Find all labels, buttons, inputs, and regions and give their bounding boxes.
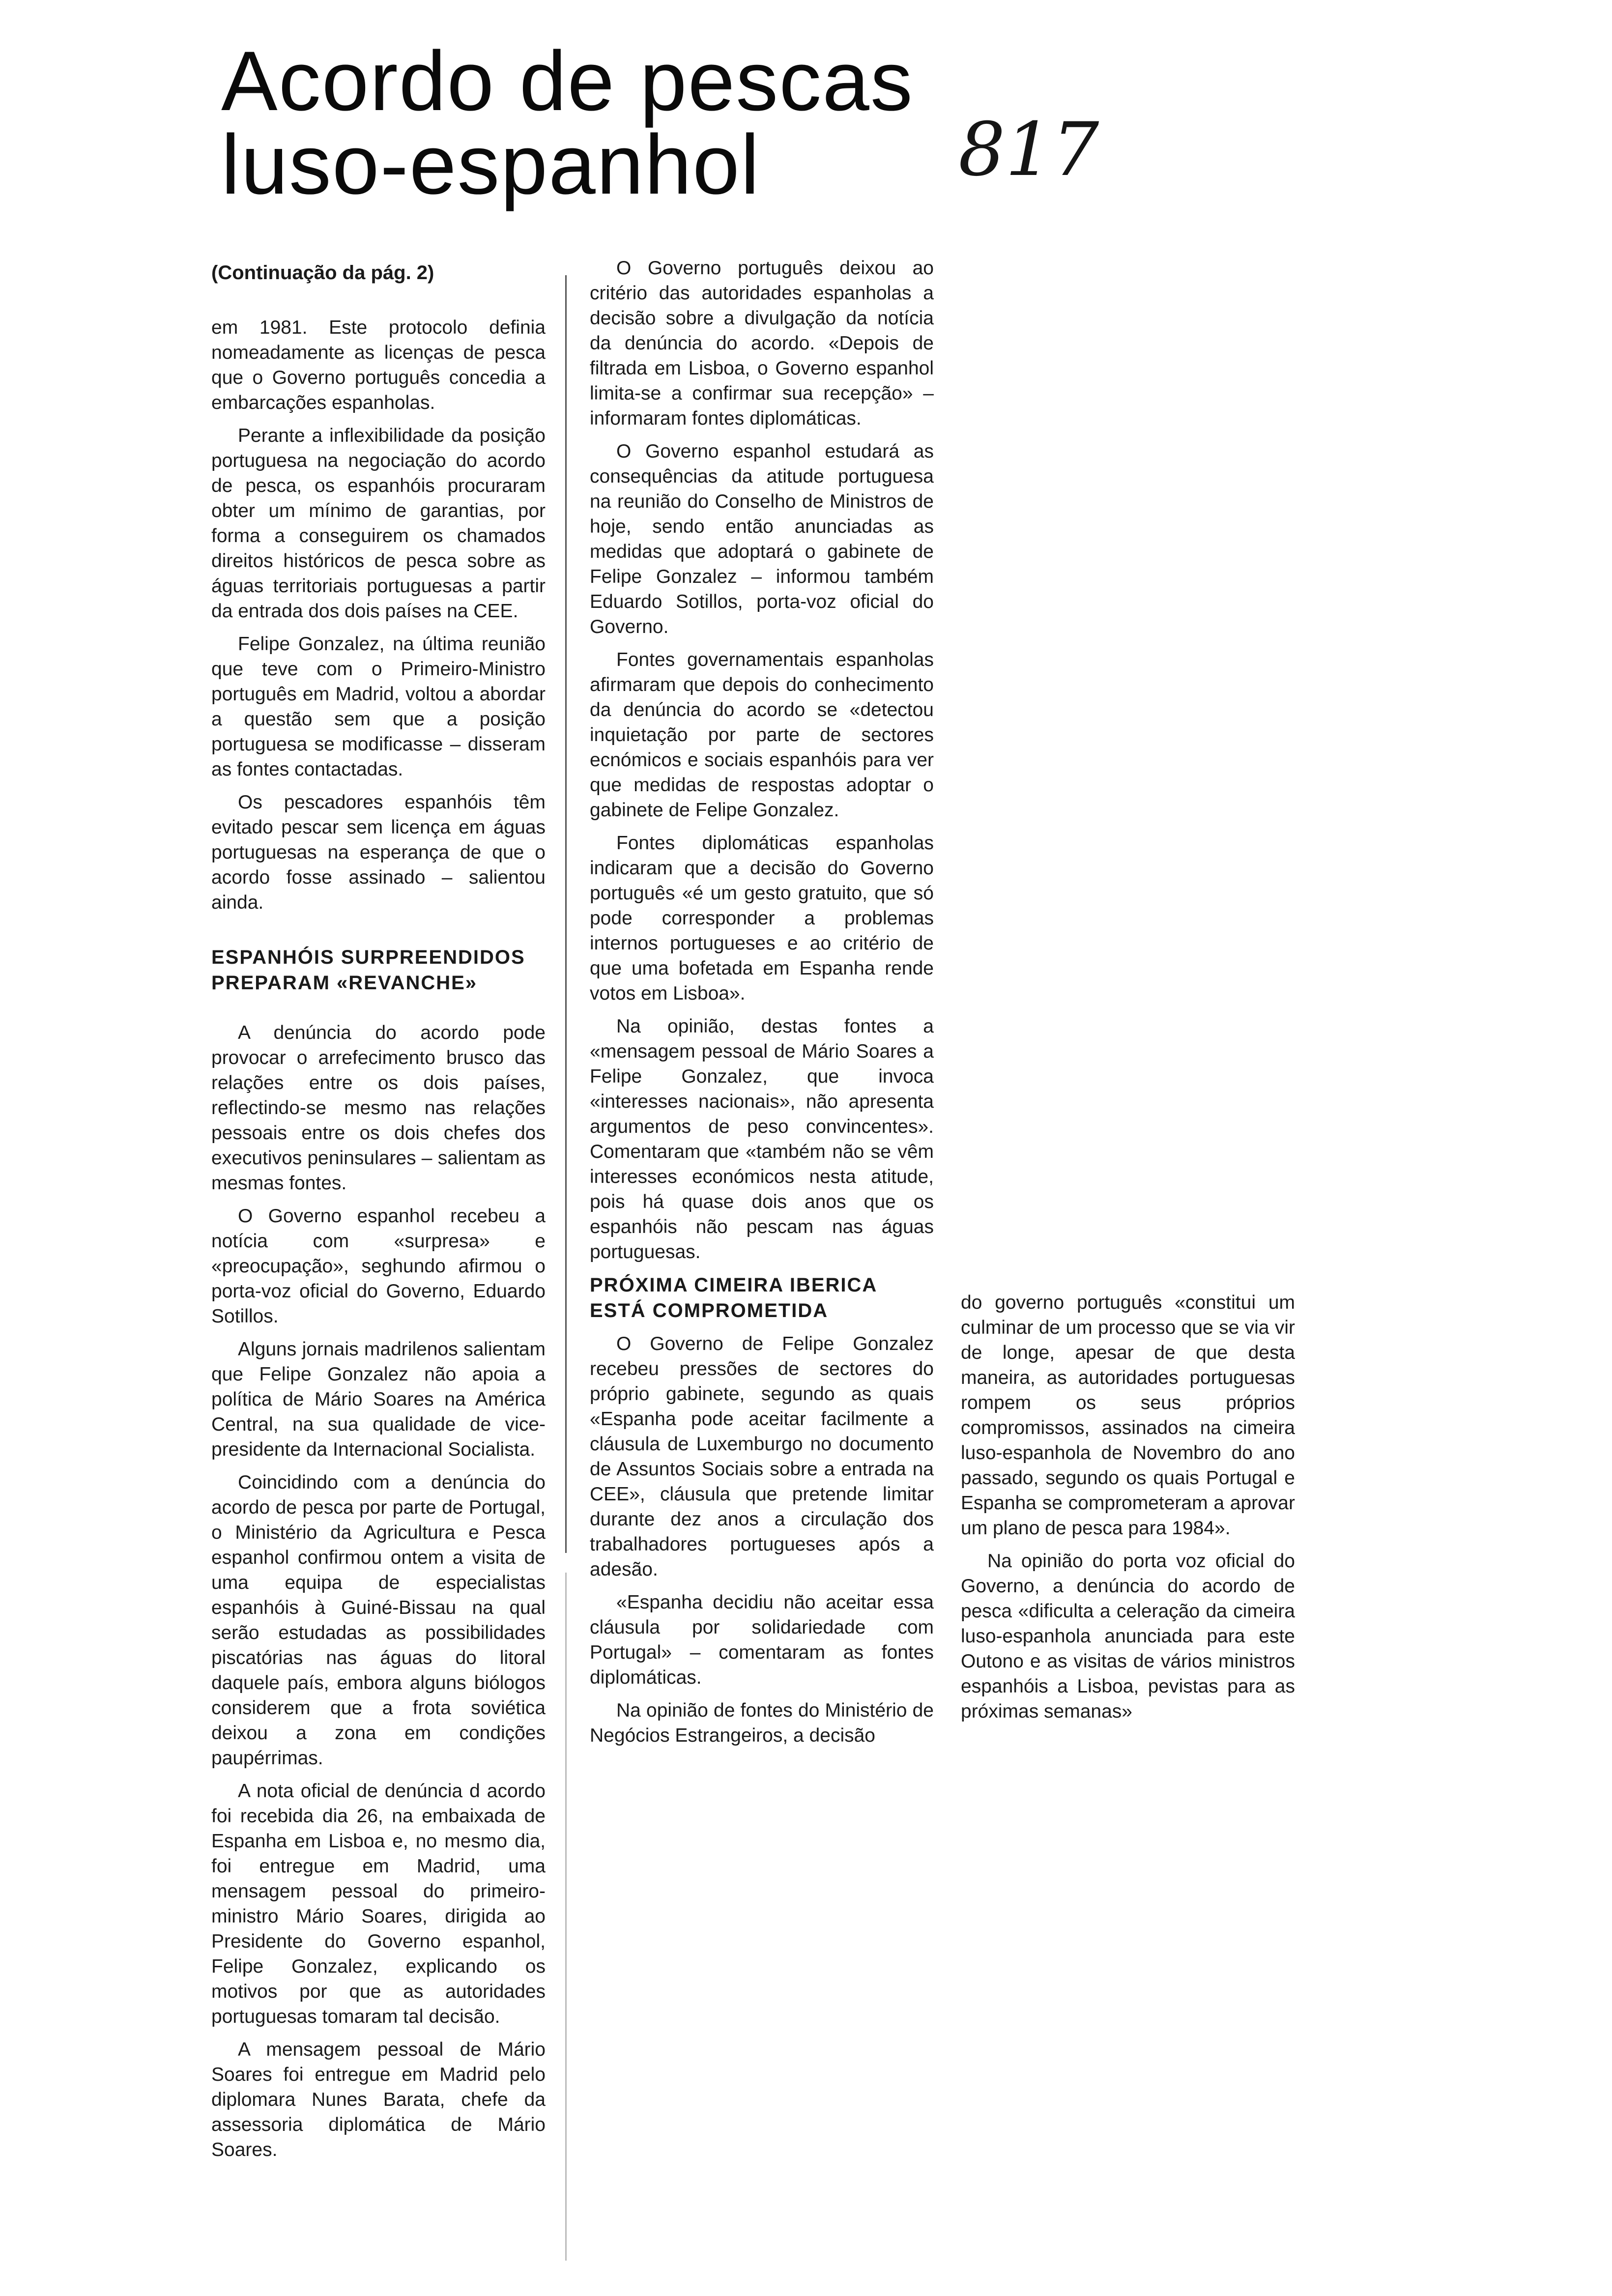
article-column-2 [590,256,934,1756]
paragraph: Fontes diplomáticas espanholas indicaram que a decisão do Governo português «é um gesto gratuito, que só pode corresponder a problemas internos portugueses e ao critério de que uma bofetada em Espanha rende votos em Lisboa». [590,832,934,1004]
section-subhead: ESPANHÓIS SURPREENDIDOS PREPARAM «REVANCHE» [211,947,525,994]
paragraph: A denúncia do acordo pode provocar o arrefecimento brusco das relações entre os dois países, reflectindo-se mesmo nas relações pessoais entre os dois chefes dos executivos peninsulares – salientam as mesmas fontes. [211,1022,546,1194]
paragraph: Na opinião do porta voz oficial do Governo, a denúncia do acordo de pesca «dificulta a celeração da cimeira luso-espanhola anunciada para este Outono e as visitas de vários ministros espanhóis a Lisboa, pevistas para as próximas semanas» [961,1550,1295,1722]
section-subhead: PRÓXIMA CIMEIRA IBERICA ESTÁ COMPROMETIDA [590,1274,877,1321]
article-column-1 [211,262,546,2170]
column-rule [565,1573,567,2261]
continuation-note: (Continuação da pág. 2) [211,262,434,284]
paragraph: do governo português «constitui um culminar de um processo que se via vir de longe, apesar de que desta maneira, as autoridades portuguesas rompem os seus próprios compromissos, assinados na cimeira luso-espanhola de Novembro do ano passado, segundo os quais Portugal e Espanha se comprometeram a aprovar um plano de pesca para 1984». [961,1292,1295,1539]
paragraph: O Governo espanhol estudará as consequências da atitude portuguesa na reunião do Conselho de Ministros de hoje, sendo então anunciadas as medidas que adoptará o gabinete de Felipe Gonzalez – informou também Eduardo Sotillos, porta-voz oficial do Governo. [590,441,934,637]
paragraph: A mensagem pessoal de Mário Soares foi entregue em Madrid pelo diplomara Nunes Barata, chefe da assessoria diplomática de Mário Soares. [211,2039,546,2160]
paragraph: O Governo de Felipe Gonzalez recebeu pressões de sectores do próprio gabinete, segundo as quais «Espanha pode aceitar facilmente a cláusula de Luxemburgo no documento de Assuntos Sociais sobre a entrada na CEE», cláusula que pretende limitar durante dez anos a circulação dos trabalhadores portugueses após a adesão. [590,1333,934,1580]
handwritten-annotation: 817 [958,107,1099,193]
paragraph: Os pescadores espanhóis têm evitado pescar sem licença em águas portuguesas na esperança de que o acordo fosse assinado – salientou ainda. [211,792,546,913]
paragraph: Na opinião, destas fontes a «mensagem pessoal de Mário Soares a Felipe Gonzalez, que invoca «interesses nacionais», não apresenta argumentos de peso convincentes». Comentaram que «também não se vêm interesses económicos nesta atitude, pois há quase dois anos que os espanhóis não pescam nas águas portuguesas. [590,1016,934,1263]
paragraph: Perante a inflexibilidade da posição portuguesa na negociação do acordo de pesca, os espanhóis procuraram obter um mínimo de garantias, por forma a conseguirem os chamados direitos históricos de pesca sobre as águas territoriais portuguesas a partir da entrada dos dois países na CEE. [211,425,546,622]
column-rule [565,275,567,1553]
article-column-3 [961,1290,1295,1732]
paragraph: A nota oficial de denúncia d acordo foi recebida dia 26, na embaixada de Espanha em Lisboa e, no mesmo dia, foi entregue em Madrid, uma mensagem pessoal do primeiro-ministro Mário Soares, dirigida ao Presidente do Governo espanhol, Felipe Gonzalez, explicando os motivos por que as autoridades portuguesas tomaram tal decisão. [211,1780,546,2027]
paragraph: Na opinião de fontes do Ministério de Negócios Estrangeiros, a decisão [590,1700,934,1746]
paragraph: «Espanha decidiu não aceitar essa cláusula por solidariedade com Portugal» – comentaram as fontes diplomáticas. [590,1592,934,1688]
paragraph: Felipe Gonzalez, na última reunião que teve com o Primeiro-Ministro português em Madrid, voltou a abordar a questão sem que a posição portuguesa se modificasse – disseram as fontes contactadas. [211,633,546,780]
paragraph: Coincidindo com a denúncia do acordo de pesca por parte de Portugal, o Ministério da Agricultura e Pesca espanhol confirmou ontem a visita de uma equipa de especialistas espanhóis à Guiné-Bissau na qual serão estudadas as possibilidades piscatórias nas águas do litoral daquele país, embora alguns biólogos considerem que a frota soviética deixou a zona em condições paupérrimas. [211,1472,546,1769]
paragraph: O Governo espanhol recebeu a notícia com «surpresa» e «preocupação», seghundo afirmou o porta-voz oficial do Governo, Eduardo Sotillos. [211,1205,546,1327]
paragraph: em 1981. Este protocolo definia nomeadamente as licenças de pesca que o Governo português concedia a embarcações espanholas. [211,317,546,413]
article-headline: Acordo de pescas luso-espanhol [221,34,914,212]
paragraph: Fontes governamentais espanholas afirmaram que depois do conhecimento da denúncia do acordo se «detectou inquietação por parte de sectores ecnómicos e sociais espanhóis para ver que medidas de respostas adoptar o gabinete de Felipe Gonzalez. [590,649,934,821]
paragraph: O Governo português deixou ao critério das autoridades espanholas a decisão sobre a divulgação da notícia da denúncia do acordo. «Depois de filtrada em Lisboa, o Governo espanhol limita-se a confirmar sua recepção» – informaram fontes diplomáticas. [590,258,934,429]
paragraph: Alguns jornais madrilenos salientam que Felipe Gonzalez não apoia a política de Mário Soares na América Central, na sua qualidade de vice-presidente da Internacional Socialista. [211,1339,546,1460]
